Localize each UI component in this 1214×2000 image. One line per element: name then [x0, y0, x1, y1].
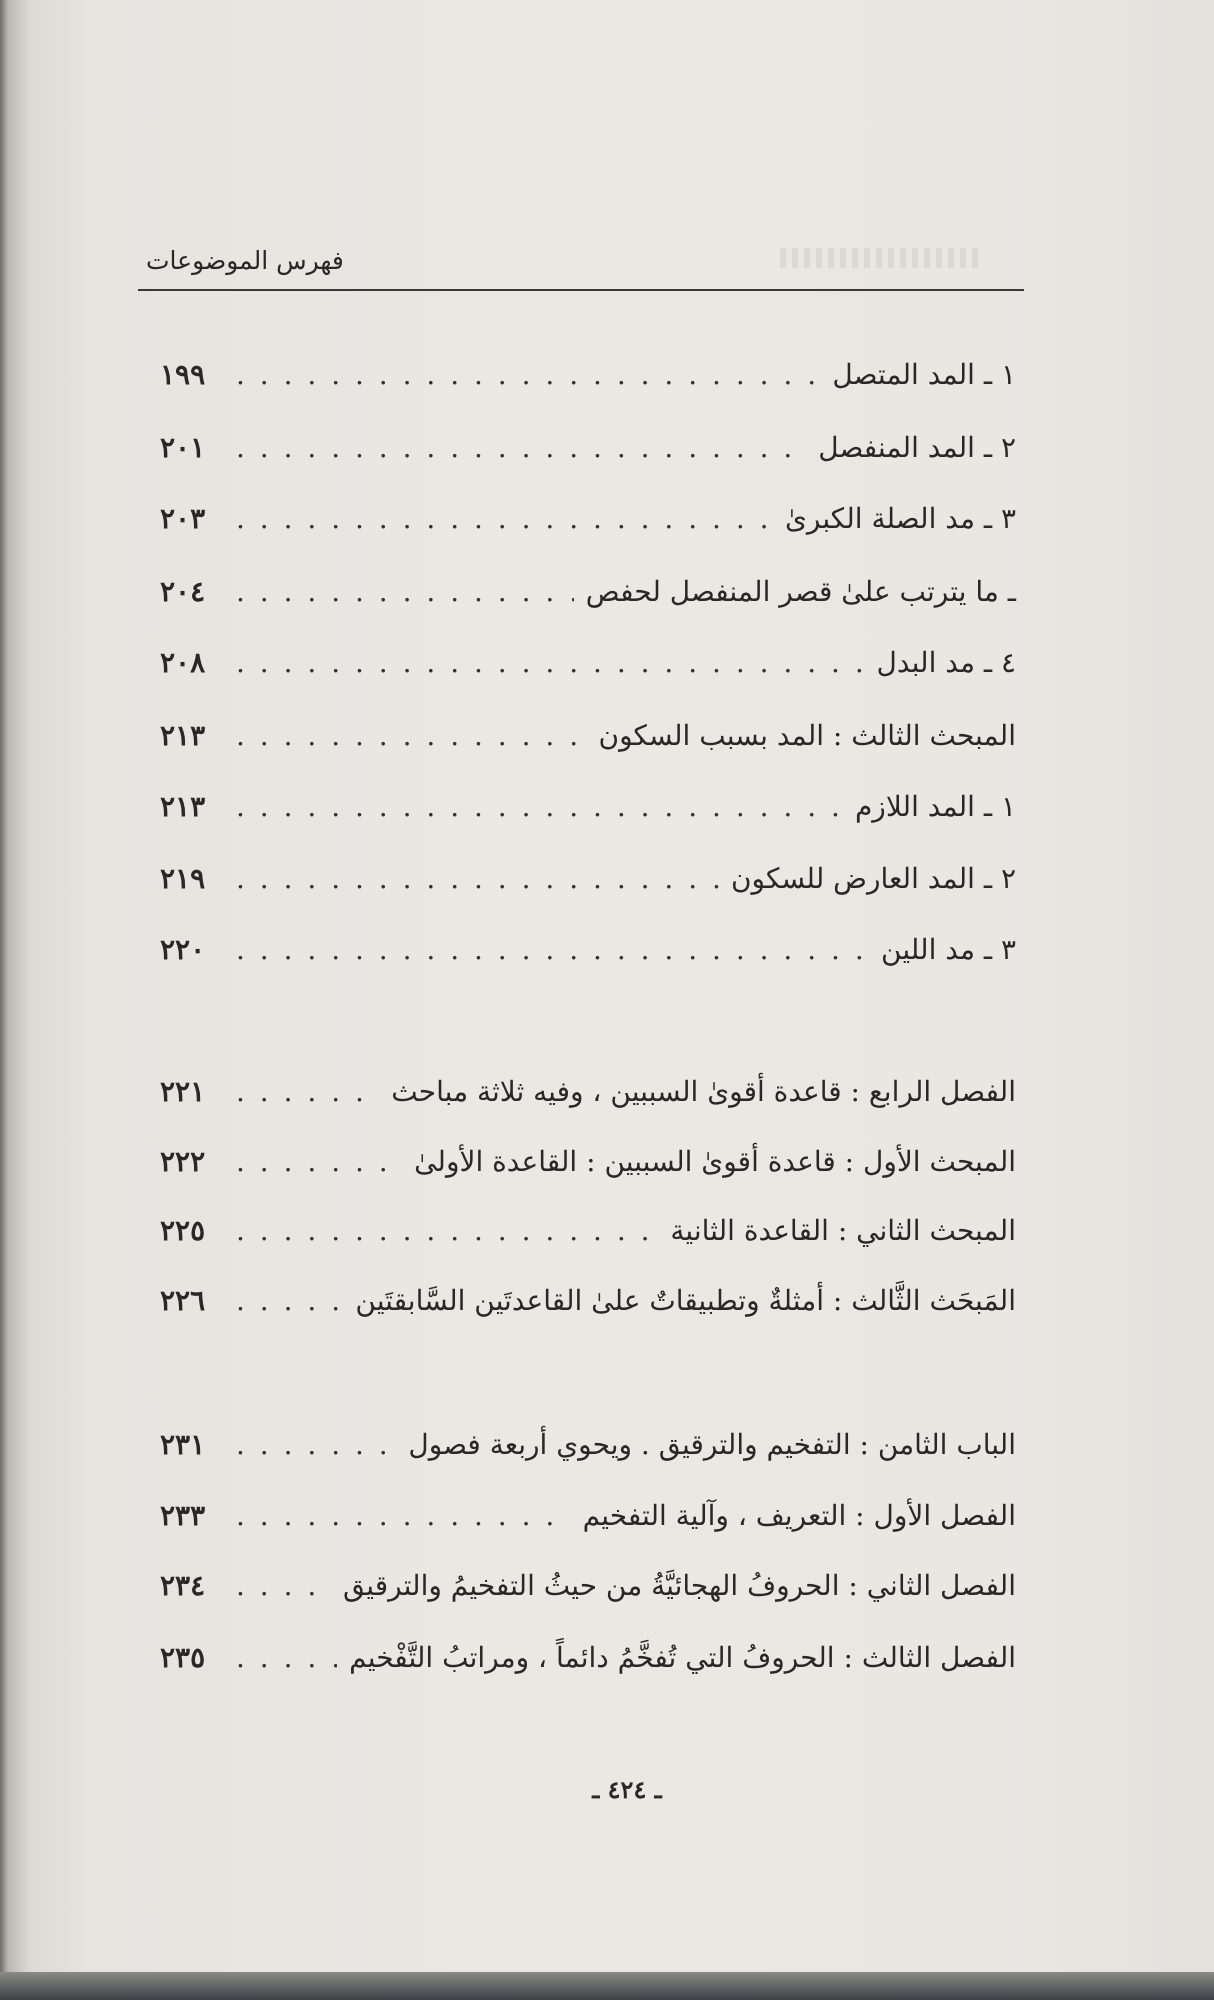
- leader-dots: [236, 358, 820, 391]
- toc-entry: [160, 790, 1016, 836]
- toc-entry: [160, 1145, 1016, 1191]
- leader-dots: [236, 1569, 331, 1602]
- entry-page-number: ٢٣٥: [160, 1641, 206, 1674]
- leader-dots: [236, 933, 869, 966]
- leader-dots: [236, 575, 574, 608]
- entry-title: الباب الثامن : التفخيم والترقيق . ويحوي أربعة فصول: [408, 1428, 1016, 1461]
- leader-dots: [236, 1075, 379, 1108]
- entry-title: ٢ ـ المد المنفصل: [818, 431, 1016, 464]
- leader-dots: [236, 719, 587, 752]
- entry-page-number: ٢١٩: [160, 862, 206, 895]
- page-bottom-edge: [0, 1972, 1214, 2000]
- entry-page-number: ٢٣١: [160, 1428, 206, 1461]
- toc-entry: [160, 431, 1016, 477]
- entry-title: الفصل الأول : التعريف ، وآلية التفخيم: [582, 1499, 1016, 1532]
- entry-page-number: ٢٠٤: [160, 575, 206, 608]
- entry-title: المبحث الثالث : المد بسبب السكون: [598, 719, 1016, 752]
- entry-page-number: ٢١٣: [160, 719, 206, 752]
- leader-dots: [236, 431, 806, 464]
- toc-entry: [160, 862, 1016, 908]
- toc-entry: [160, 1499, 1016, 1545]
- toc-entry: [160, 1075, 1016, 1121]
- toc-entry: [160, 646, 1016, 692]
- entry-page-number: ٢٣٤: [160, 1569, 206, 1602]
- entry-page-number: ٢٠٨: [160, 646, 206, 679]
- entry-title: الفصل الثالث : الحروفُ التي تُفخَّمُ دائماً ، ومراتبُ التَّفْخيم: [349, 1641, 1016, 1674]
- entry-page-number: ١٩٩: [160, 358, 206, 391]
- entry-page-number: ٢٢٠: [160, 933, 206, 966]
- entry-page-number: ٢٢١: [160, 1075, 206, 1108]
- entry-page-number: ٢٣٣: [160, 1499, 206, 1532]
- toc-entry: [160, 1284, 1016, 1330]
- entry-page-number: ٢٢٦: [160, 1284, 206, 1317]
- leader-dots: [236, 502, 773, 535]
- leader-dots: [236, 646, 865, 679]
- toc-entry: [160, 1569, 1016, 1615]
- entry-title: ٤ ـ مد البدل: [876, 646, 1016, 679]
- toc-entry: [160, 502, 1016, 548]
- toc-entry: [160, 575, 1016, 621]
- entry-title: ٣ ـ مد اللين: [881, 933, 1016, 966]
- entry-title: ١ ـ المد اللازم: [854, 790, 1016, 823]
- entry-page-number: ٢١٣: [160, 790, 206, 823]
- toc-entry: [160, 933, 1016, 979]
- bleed-through-text: [780, 248, 980, 268]
- running-header: فهرس الموضوعات: [146, 246, 344, 275]
- leader-dots: [236, 1214, 658, 1247]
- entry-title: الفصل الرابع : قاعدة أقوىٰ السببين ، وفيه ثلاثة مباحث: [391, 1075, 1016, 1108]
- leader-dots: [236, 1641, 337, 1674]
- leader-dots: [236, 1145, 402, 1178]
- entry-title: ـ ما يترتب علىٰ قصر المنفصل لحفص: [585, 575, 1016, 608]
- toc-entry: [160, 358, 1016, 404]
- entry-title: ٣ ـ مد الصلة الكبرىٰ: [784, 502, 1016, 535]
- toc-entry: [160, 1214, 1016, 1260]
- entry-page-number: ٢٢٢: [160, 1145, 206, 1178]
- toc-entry: [160, 719, 1016, 765]
- entry-page-number: ٢٠١: [160, 431, 206, 464]
- leader-dots: [236, 862, 719, 895]
- leader-dots: [236, 1499, 571, 1532]
- entry-title: الفصل الثاني : الحروفُ الهجائيَّةُ من حيثُ التفخيمُ والترقيق: [342, 1569, 1016, 1602]
- toc-entry: [160, 1428, 1016, 1474]
- page-number: ـ ٤٢٤ ـ: [592, 1775, 662, 1804]
- header-rule: [138, 289, 1024, 291]
- entry-title: المَبحَث الثَّالث : أمثلةٌ وتطبيقاتٌ علىٰ القاعدتَين السَّابقتَين: [355, 1284, 1016, 1317]
- leader-dots: [236, 1284, 343, 1317]
- entry-page-number: ٢٠٣: [160, 502, 206, 535]
- leader-dots: [236, 1428, 396, 1461]
- entry-title: ١ ـ المد المتصل: [832, 358, 1016, 391]
- entry-title: ٢ ـ المد العارض للسكون: [730, 862, 1016, 895]
- entry-page-number: ٢٢٥: [160, 1214, 206, 1247]
- toc-entry: [160, 1641, 1016, 1687]
- entry-title: المبحث الأول : قاعدة أقوىٰ السببين : القاعدة الأولىٰ: [414, 1145, 1016, 1178]
- entry-title: المبحث الثاني : القاعدة الثانية: [670, 1214, 1016, 1247]
- leader-dots: [236, 790, 843, 823]
